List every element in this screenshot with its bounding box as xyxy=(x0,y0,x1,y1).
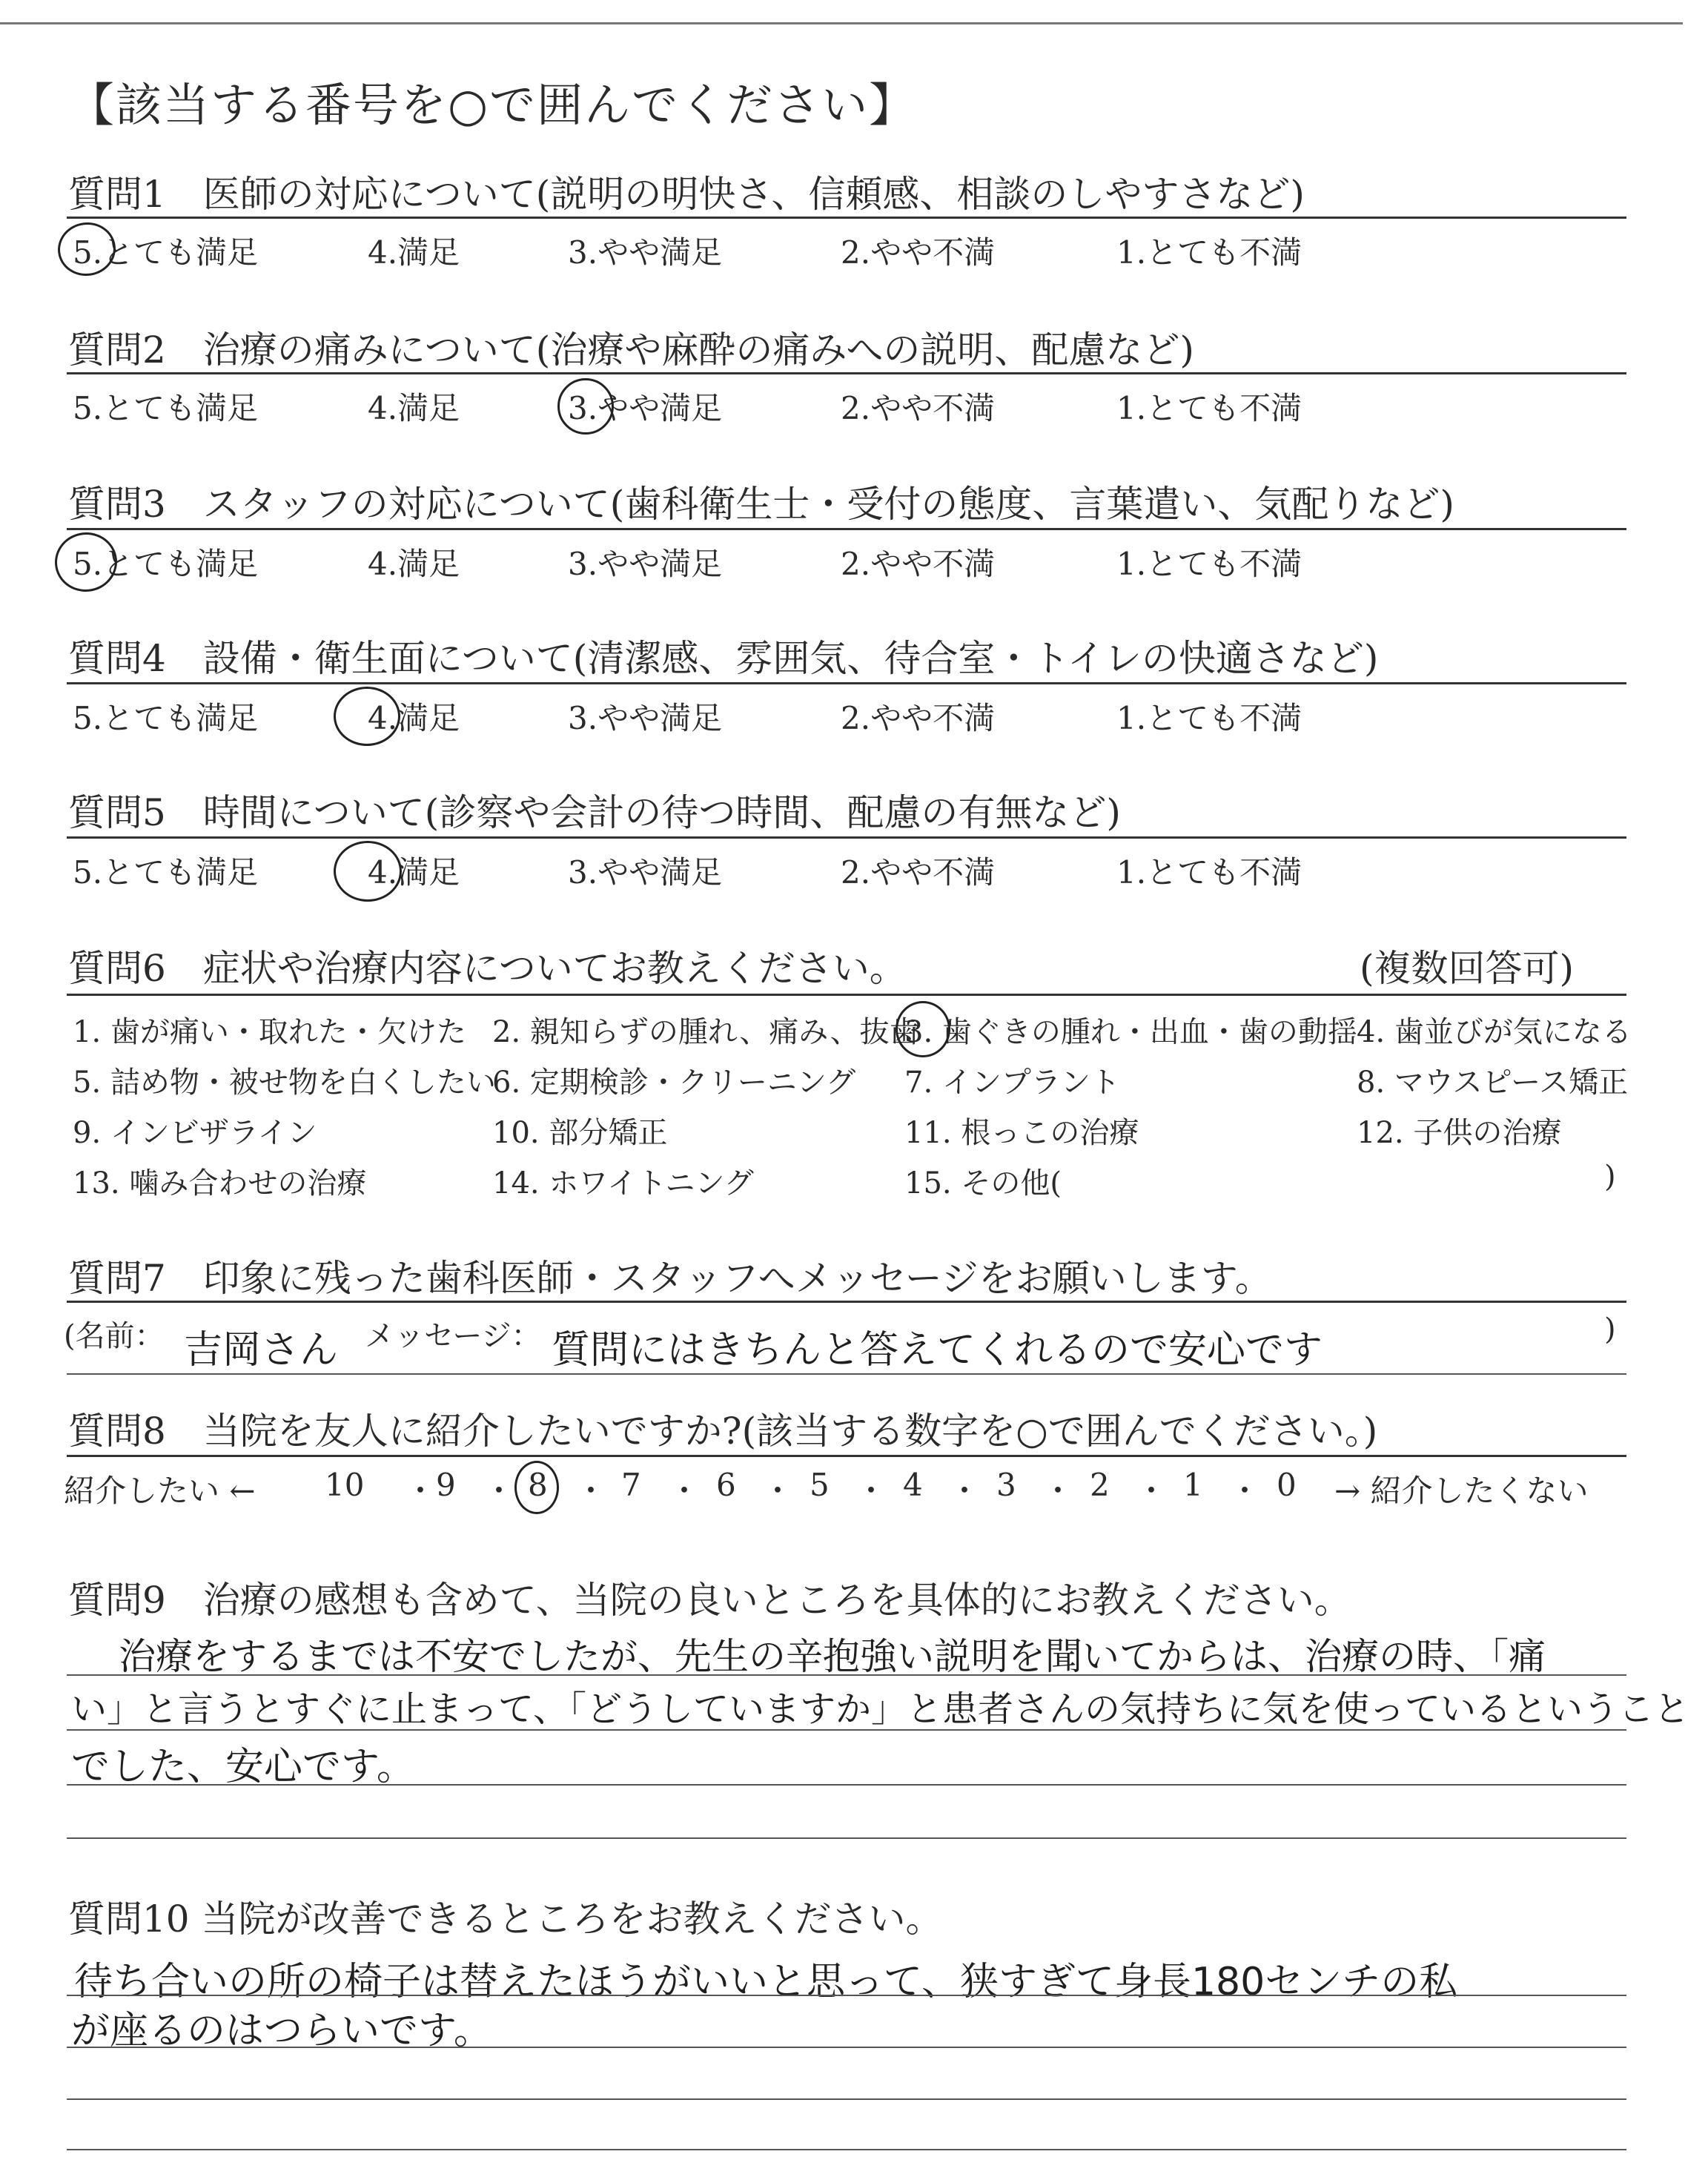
q8-selection-circle xyxy=(514,1461,559,1514)
question-3-rule xyxy=(67,528,1626,530)
q2-option-5[interactable]: 5.とても満足 xyxy=(73,390,259,426)
q6-item-2[interactable]: 2. 親知らずの腫れ、痛み、抜歯 xyxy=(492,1015,919,1049)
q2-option-3[interactable]: 3.やや満足 xyxy=(568,390,723,426)
q7-name-label: (名前： xyxy=(64,1319,165,1353)
q1-option-3[interactable]: 3.やや満足 xyxy=(568,234,723,271)
q1-option-2[interactable]: 2.やや不満 xyxy=(841,234,996,271)
question-6-heading: 質問6 症状や治療内容についてお教えください。 xyxy=(68,947,907,990)
q8-scale-4[interactable]: 4 xyxy=(903,1467,923,1503)
q2-option-1[interactable]: 1.とても不満 xyxy=(1116,390,1302,426)
q1-option-4[interactable]: 4.満足 xyxy=(368,234,460,271)
question-7-heading: 質問7 印象に残った歯科医師・スタッフへメッセージをお願いします。 xyxy=(68,1257,1272,1300)
q10-rule-1 xyxy=(67,1995,1626,1996)
q10-rule-4 xyxy=(67,2149,1626,2150)
question-8-rule xyxy=(67,1455,1626,1457)
q4-option-3[interactable]: 3.やや満足 xyxy=(568,700,723,736)
q5-option-3[interactable]: 3.やや満足 xyxy=(568,854,723,891)
q8-scale-2[interactable]: 2 xyxy=(1090,1467,1110,1503)
question-3-heading: 質問3 スタッフの対応について(歯科衛生士・受付の態度、言葉遣い、気配りなど) xyxy=(68,483,1454,526)
q3-option-4[interactable]: 4.満足 xyxy=(368,546,460,582)
question-1-rule xyxy=(67,217,1626,219)
q5-option-5[interactable]: 5.とても満足 xyxy=(73,854,259,891)
q3-option-1[interactable]: 1.とても不満 xyxy=(1116,546,1302,582)
q3-option-5[interactable]: 5.とても満足 xyxy=(73,546,259,582)
question-5-heading: 質問5 時間について(診察や会計の待つ時間、配慮の有無など) xyxy=(68,791,1121,834)
q6-item-10[interactable]: 10. 部分矯正 xyxy=(492,1116,668,1150)
q6-item-11[interactable]: 11. 根っこの治療 xyxy=(904,1116,1139,1150)
q3-option-3[interactable]: 3.やや満足 xyxy=(568,546,723,582)
q6-item-1[interactable]: 1. 歯が痛い・取れた・欠けた xyxy=(73,1015,466,1049)
q8-scale-8[interactable]: 8 xyxy=(528,1467,548,1503)
question-4-rule xyxy=(67,682,1626,684)
q8-scale-6[interactable]: 6 xyxy=(716,1467,736,1503)
q7-close-paren: ) xyxy=(1604,1312,1616,1347)
q4-option-1[interactable]: 1.とても不満 xyxy=(1116,700,1302,736)
q9-rule-1 xyxy=(67,1674,1626,1676)
q7-message-label: メッセージ： xyxy=(365,1319,541,1353)
q6-item-15-close: ) xyxy=(1604,1160,1616,1194)
q6-item-14[interactable]: 14. ホワイトニング xyxy=(492,1166,754,1200)
q8-dot: ・ xyxy=(1136,1473,1168,1509)
q6-item-15[interactable]: 15. その他( xyxy=(904,1166,1062,1200)
question-10-heading: 質問10 当院が改善できるところをお教えください。 xyxy=(68,1898,943,1941)
q8-left-label: 紹介したい ← xyxy=(64,1473,256,1509)
q6-item-12[interactable]: 12. 子供の治療 xyxy=(1357,1116,1562,1150)
q8-scale-5[interactable]: 5 xyxy=(810,1467,830,1503)
q7-name-value[interactable]: 吉岡さん xyxy=(184,1328,339,1373)
q9-answer-line-2[interactable]: い」と言うとすぐに止まって、「どうしていますか」と患者さんの気持ちに気を使っているということ xyxy=(71,1688,1690,1730)
question-9-heading: 質問9 治療の感想も含めて、当院の良いところを具体的にお教えください。 xyxy=(68,1579,1351,1622)
q9-answer-line-1[interactable]: 治療をするまでは不安でしたが、先生の辛抱強い説明を聞いてからは、治療の時、「痛 xyxy=(119,1635,1546,1678)
q2-option-4[interactable]: 4.満足 xyxy=(368,390,460,426)
q10-answer-line-1[interactable]: 待ち合いの所の椅子は替えたほうがいいと思って、狭すぎて身長180センチの私 xyxy=(74,1960,1458,2004)
q2-selection-circle xyxy=(557,378,614,435)
q8-right-label: → 紹介したくない xyxy=(1334,1473,1589,1509)
q8-scale-7[interactable]: 7 xyxy=(621,1467,641,1503)
q9-rule-4 xyxy=(67,1837,1626,1839)
q9-rule-3 xyxy=(67,1784,1626,1786)
q5-option-2[interactable]: 2.やや不満 xyxy=(841,854,996,891)
q6-item-7[interactable]: 7. インプラント xyxy=(904,1066,1120,1100)
q8-dot: ・ xyxy=(1042,1473,1074,1509)
q1-option-1[interactable]: 1.とても不満 xyxy=(1116,234,1302,271)
q4-option-2[interactable]: 2.やや不満 xyxy=(841,700,996,736)
question-4-heading: 質問4 設備・衛生面について(清潔感、雰囲気、待合室・トイレの快適さなど) xyxy=(68,637,1379,680)
question-7-rule xyxy=(67,1301,1626,1303)
question-2-heading: 質問2 治療の痛みについて(治療や麻酔の痛みへの説明、配慮など) xyxy=(68,328,1194,371)
q6-item-8[interactable]: 8. マウスピース矯正 xyxy=(1357,1066,1629,1100)
q7-message-value[interactable]: 質問にはきちんと答えてくれるので安心です xyxy=(552,1328,1323,1373)
q2-option-2[interactable]: 2.やや不満 xyxy=(841,390,996,426)
q8-dot: ・ xyxy=(949,1473,981,1509)
q4-option-4[interactable]: 4.満足 xyxy=(368,700,460,736)
page-title: 【該当する番号を○で囲んでください】 xyxy=(68,78,917,132)
q6-item-9[interactable]: 9. インビザライン xyxy=(73,1116,317,1150)
q8-dot: ・ xyxy=(405,1473,437,1509)
q6-multiple-answer-note: (複数回答可) xyxy=(1360,947,1575,990)
q8-dot: ・ xyxy=(1229,1473,1261,1509)
q9-answer-line-3[interactable]: でした、安心です。 xyxy=(71,1745,415,1789)
q10-answer-line-2[interactable]: が座るのはつらいです。 xyxy=(71,2009,492,2053)
question-2-rule xyxy=(67,372,1626,374)
q7-answer-line xyxy=(67,1373,1626,1375)
q6-item-5[interactable]: 5. 詰め物・被せ物を白くしたい xyxy=(73,1066,496,1100)
q8-dot: ・ xyxy=(483,1473,515,1509)
q9-rule-2 xyxy=(67,1729,1626,1731)
q6-selection-circle xyxy=(896,1001,950,1057)
q8-dot: ・ xyxy=(762,1473,794,1509)
q8-scale-3[interactable]: 3 xyxy=(996,1467,1016,1503)
question-5-rule xyxy=(67,836,1626,839)
question-1-heading: 質問1 医師の対応について(説明の明快さ、信頼感、相談のしやすさなど) xyxy=(68,173,1305,216)
q4-selection-circle xyxy=(334,687,400,746)
q8-scale-10[interactable]: 10 xyxy=(325,1467,365,1503)
q8-scale-0[interactable]: 0 xyxy=(1277,1467,1297,1503)
q8-dot: ・ xyxy=(855,1473,887,1509)
q8-scale-1[interactable]: 1 xyxy=(1183,1467,1203,1503)
q5-selection-circle xyxy=(334,841,402,902)
q8-dot: ・ xyxy=(575,1473,607,1509)
q4-option-5[interactable]: 5.とても満足 xyxy=(73,700,259,736)
q10-rule-2 xyxy=(67,2047,1626,2048)
scan-top-edge xyxy=(0,22,1683,24)
q5-option-1[interactable]: 1.とても不満 xyxy=(1116,854,1302,891)
q5-option-4[interactable]: 4.満足 xyxy=(368,854,460,891)
q6-item-4[interactable]: 4. 歯並びが気になる xyxy=(1357,1015,1632,1049)
q10-rule-3 xyxy=(67,2098,1626,2100)
q6-item-6[interactable]: 6. 定期検診・クリーニング xyxy=(492,1066,856,1100)
question-6-rule xyxy=(67,994,1626,996)
q3-option-2[interactable]: 2.やや不満 xyxy=(841,546,996,582)
question-8-heading: 質問8 当院を友人に紹介したいですか?(該当する数字を○で囲んでください。) xyxy=(68,1410,1378,1453)
q8-dot: ・ xyxy=(669,1473,701,1509)
q1-option-5[interactable]: 5.とても満足 xyxy=(73,234,259,271)
q6-item-3[interactable]: 3. 歯ぐきの腫れ・出血・歯の動揺 xyxy=(904,1015,1357,1049)
q8-scale-9[interactable]: 9 xyxy=(436,1467,456,1503)
q6-item-13[interactable]: 13. 噛み合わせの治療 xyxy=(73,1166,367,1200)
